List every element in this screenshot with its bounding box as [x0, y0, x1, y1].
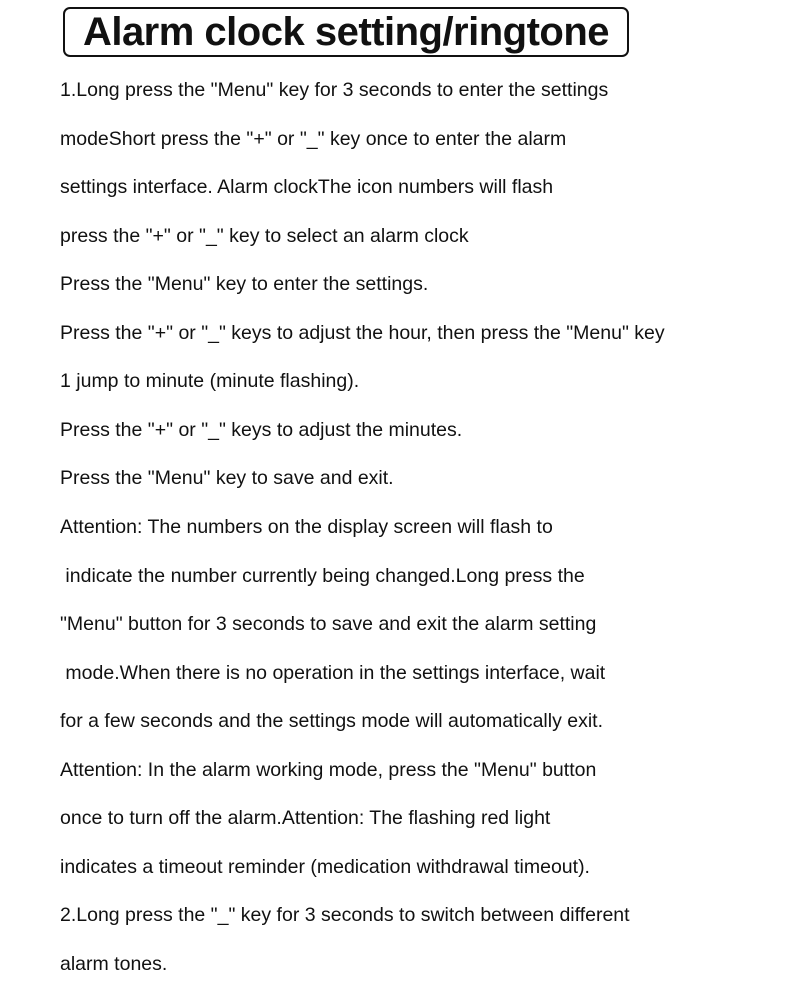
instruction-line: alarm tones. — [60, 953, 168, 975]
page-title: Alarm clock setting/ringtone — [82, 10, 610, 54]
instruction-line: modeShort press the "+" or "_" key once to enter the alarm — [60, 128, 567, 150]
instruction-line: indicates a timeout reminder (medication withdrawal timeout). — [60, 856, 590, 878]
instruction-line: mode.When there is no operation in the settings interface, wait — [60, 662, 606, 684]
instruction-line: Press the "+" or "_" keys to adjust the minutes. — [60, 419, 463, 441]
instruction-line: 1 jump to minute (minute flashing). — [60, 370, 360, 392]
instruction-line: for a few seconds and the settings mode will automatically exit. — [60, 710, 604, 732]
instruction-line: 1.Long press the "Menu" key for 3 seconds to enter the settings — [60, 79, 609, 101]
instruction-line: settings interface. Alarm clockThe icon numbers will flash — [60, 176, 554, 198]
instruction-line: indicate the number currently being changed.Long press the — [60, 565, 585, 587]
instruction-line: Press the "+" or "_" keys to adjust the hour, then press the "Menu" key — [60, 322, 665, 344]
instruction-line: Press the "Menu" key to enter the settings. — [60, 273, 429, 295]
instruction-line: 2.Long press the "_" key for 3 seconds to switch between different — [60, 904, 630, 926]
instruction-line: Attention: The numbers on the display screen will flash to — [60, 516, 553, 538]
title-box — [63, 7, 629, 57]
instruction-line: "Menu" button for 3 seconds to save and exit the alarm setting — [60, 613, 597, 635]
instruction-line: Attention: In the alarm working mode, press the "Menu" button — [60, 759, 597, 781]
instruction-line: Press the "Menu" key to save and exit. — [60, 467, 394, 489]
instruction-line: once to turn off the alarm.Attention: The flashing red light — [60, 807, 551, 829]
instruction-line: press the "+" or "_" key to select an alarm clock — [60, 225, 469, 247]
